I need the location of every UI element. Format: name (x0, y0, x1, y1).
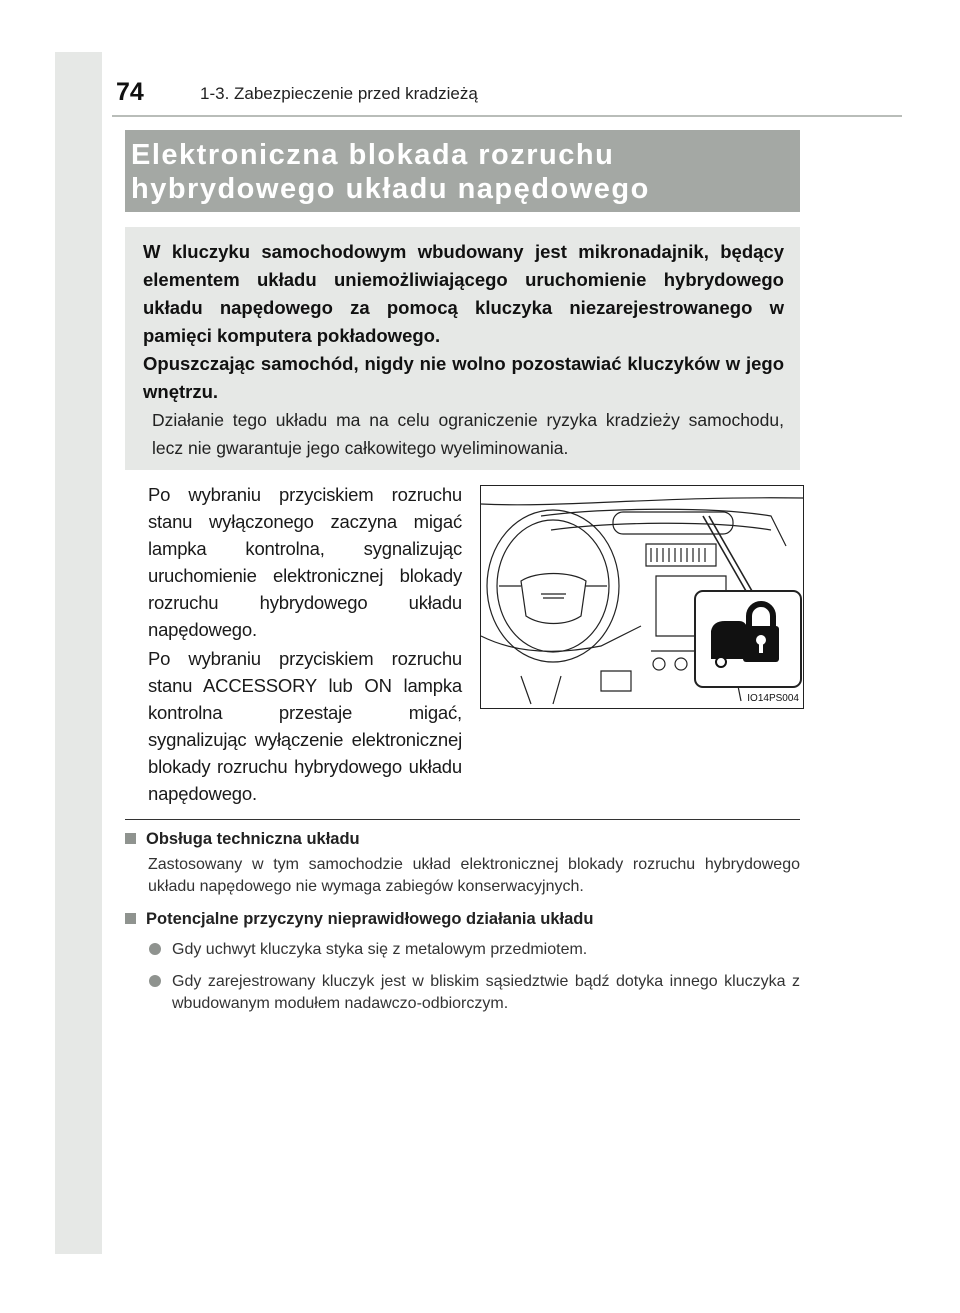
section-title: Elektroniczna blokada rozruchu hybrydowego układu napędowego (131, 139, 650, 205)
chapter-title: 1-3. Zabezpieczenie przed kradzieżą (200, 84, 478, 103)
maintenance-paragraph: Zastosowany w tym samochodzie układ elektronicznej blokady rozruchu hybrydowego układu napędowego nie wymaga zabiegów konserwacyjnych. (148, 856, 800, 895)
square-bullet-icon (125, 913, 136, 924)
list-item-text: Gdy uchwyt kluczyka styka się z metalowym przedmiotem. (172, 941, 588, 958)
list-item (149, 971, 800, 1015)
intro-note: Działanie tego układu ma na celu ograniczenie ryzyka kradzieży samochodu, lecz nie gwarantuje jego całkowitego wyeliminowania. (152, 410, 784, 458)
dashboard-illustration (480, 485, 804, 709)
figure-code: IO14PS004 (747, 693, 799, 704)
section-title-box (125, 130, 800, 212)
header-divider (112, 115, 902, 117)
body-paragraph-1: Po wybraniu przyciskiem rozruchu stanu wyłączonego zaczyna migać lampka kontrolna, sygnalizując uruchomienie elektronicznej blokady rozruchu hybrydowego układu napędowego. (148, 484, 462, 640)
page-number: 74 (116, 78, 144, 106)
intro-bold-text-1: W kluczyku samochodowym wbudowany jest mikronadajnik, będący elementem układu uniemożliwiającego uruchomienie hybrydowego układu napędowego za pomocą kluczyka niezarejestrowanego w pamięci komputera pokładowego. (143, 241, 784, 346)
heading-maintenance (125, 830, 360, 849)
circle-bullet-icon (149, 943, 161, 955)
list-item (149, 939, 800, 961)
square-bullet-icon (125, 833, 136, 844)
circle-bullet-icon (149, 975, 161, 987)
dashboard-drawing (481, 486, 803, 708)
side-band (55, 52, 102, 1254)
body-paragraph-2: Po wybraniu przyciskiem rozruchu stanu ACCESSORY lub ON lampka kontrolna przestaje migać, sygnalizując wyłączenie elektronicznej blokady rozruchu hybrydowego układu napędowego. (148, 648, 462, 804)
page-header (112, 78, 902, 108)
heading-malfunction-text: Potencjalne przyczyny nieprawidłowego działania układu (146, 910, 594, 928)
list-item-text: Gdy zarejestrowany kluczyk jest w bliskim sąsiedztwie bądź dotyka innego kluczyka z wbudowanym modułem nadawczo-odbiorczym. (172, 973, 800, 1012)
heading-maintenance-text: Obsługa techniczna układu (146, 830, 360, 848)
immobilizer-callout (695, 591, 801, 687)
section-divider (125, 819, 800, 820)
intro-box (125, 227, 800, 470)
heading-malfunction (125, 910, 593, 929)
intro-bold-text-2: Opuszczając samochód, nigdy nie wolno pozostawiać kluczyków w jego wnętrzu. (143, 353, 784, 402)
